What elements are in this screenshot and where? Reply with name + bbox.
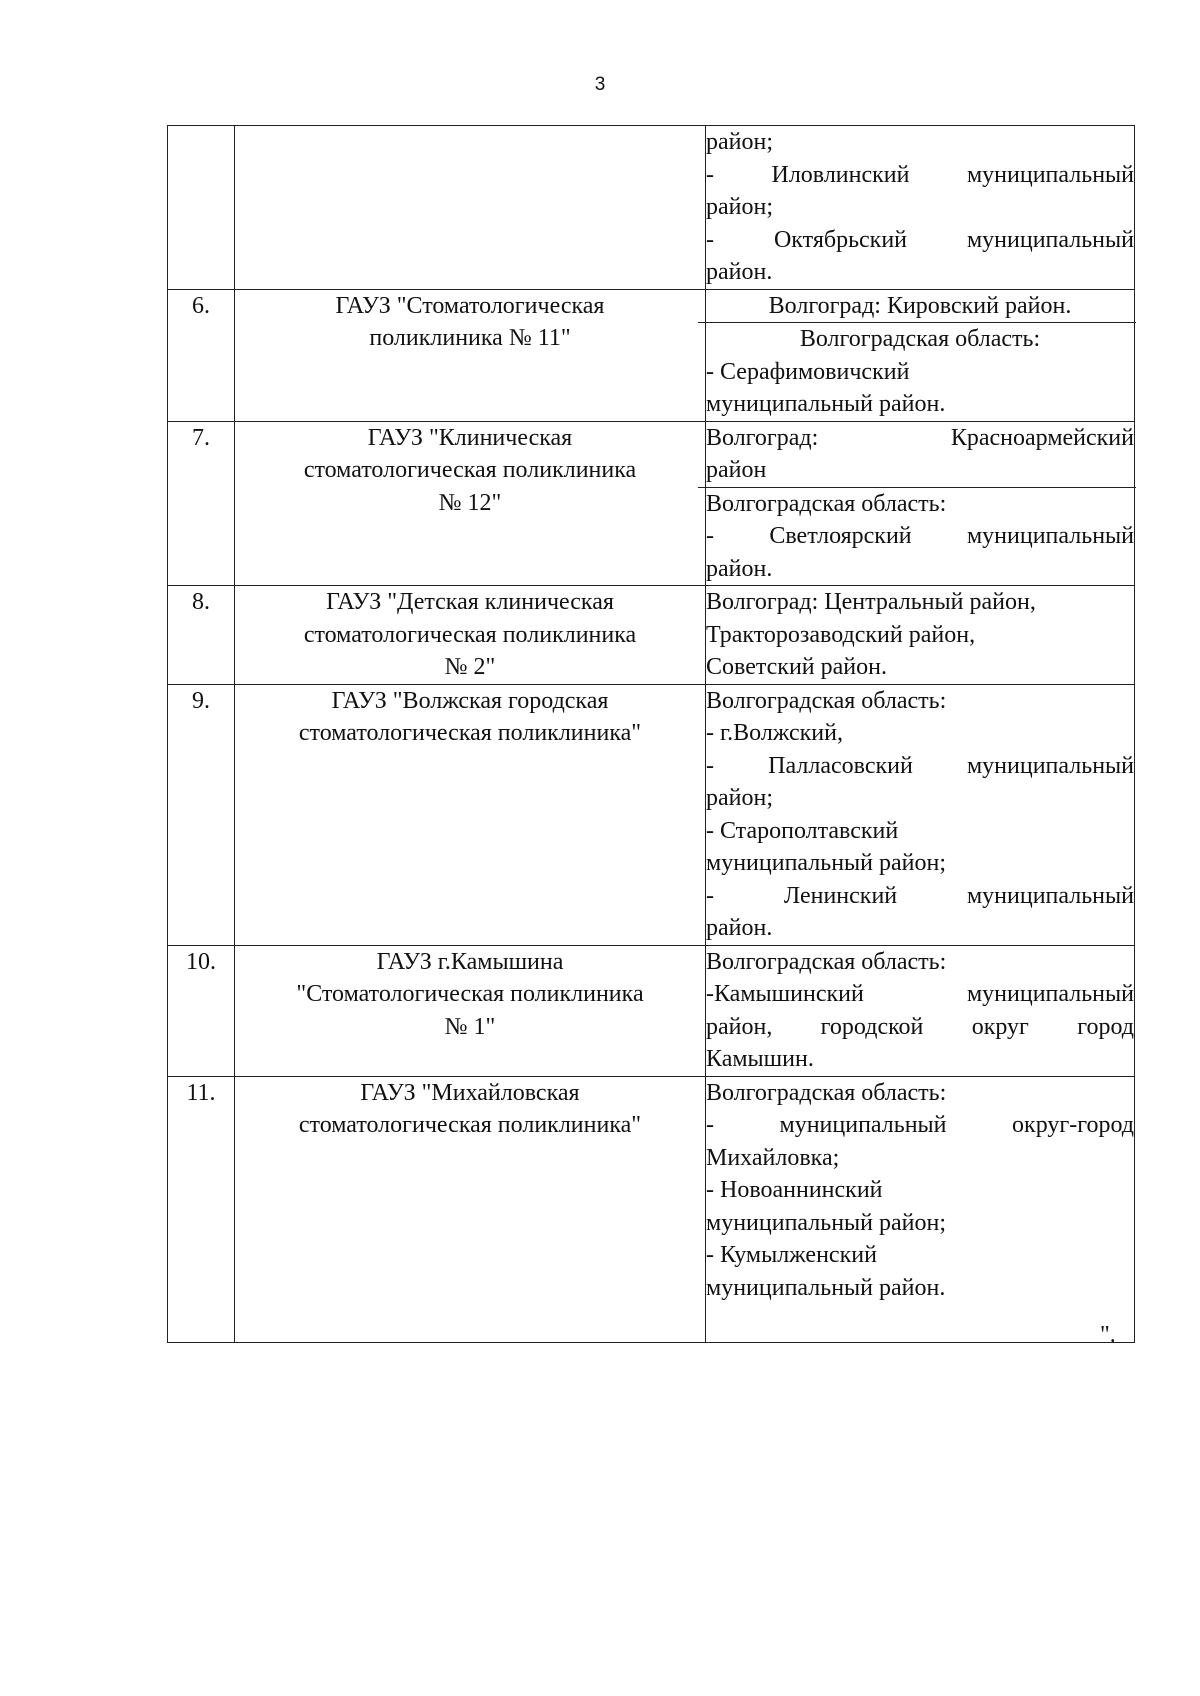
row-number-cell (168, 945, 235, 1076)
table-body (168, 126, 1135, 1343)
territory-line: - г.Волжский, (706, 720, 843, 746)
page-number: 3 (594, 74, 606, 95)
territory-block (698, 322, 1136, 421)
territory-cell (706, 126, 1135, 290)
institution-name-line: ГАУЗ "Детская клиническая (326, 589, 614, 615)
territory-line: - Старополтавский (706, 817, 899, 844)
row-number: 10. (186, 948, 216, 975)
territory-line: район; (706, 194, 774, 220)
territory-block (706, 290, 1134, 323)
row-number: 8. (192, 589, 210, 615)
institution-name-line: стоматологическая поликлиника (303, 457, 637, 483)
territory-line: муниципальный район. (706, 1274, 946, 1301)
territory-line: Волгоградская область: (799, 326, 1041, 352)
institution-name-cell (235, 684, 706, 945)
territory-line: Волгоградская область: (706, 1079, 947, 1106)
institution-name-cell (235, 586, 706, 685)
table-row (168, 126, 1135, 290)
row-number-cell (168, 1076, 235, 1342)
institution-name-cell (235, 1076, 706, 1342)
territory-line: Волгоградская область: (706, 687, 947, 714)
territory-line: муниципальный район; (706, 850, 947, 876)
table-row (168, 945, 1135, 1076)
territory-block (706, 126, 1134, 289)
territory-line: Камышин. (706, 1046, 814, 1072)
table-row (168, 289, 1135, 421)
territory-line: район. (706, 555, 773, 582)
territory-line: Волгоградская область: (706, 490, 947, 517)
territory-line: - Ленинский муниципальный (706, 882, 1134, 909)
row-number-cell (168, 289, 235, 421)
territory-line: - Светлоярский муниципальный (706, 523, 1134, 549)
territory-cell (706, 586, 1135, 685)
territory-line: Михайловка; (706, 1144, 840, 1171)
territory-line: - Иловлинский муниципальный (706, 161, 1134, 188)
territory-line: - Новоаннинский (706, 1177, 883, 1203)
row-number-cell (168, 586, 235, 685)
closing-quote-mark: ". (1100, 1322, 1116, 1348)
territory-line: Волгоград: Красноармейский (706, 424, 1134, 451)
territory-line: муниципальный район; (706, 1209, 947, 1236)
institution-name-line: поликлиника № 11" (369, 325, 571, 351)
territory-block (706, 946, 1134, 1076)
institution-name-cell (235, 945, 706, 1076)
institution-name-line: ГАУЗ г.Камышина (376, 948, 564, 975)
row-number: 6. (192, 292, 210, 319)
territory-cell (706, 289, 1135, 421)
territory-line: район. (706, 259, 773, 285)
institution-name-line: ГАУЗ "Михайловская (360, 1079, 580, 1106)
polyclinic-territory-table (167, 125, 1135, 1343)
territory-line: район; (706, 785, 774, 811)
institution-name-line: ГАУЗ "Клиническая (367, 424, 573, 451)
table-row (168, 684, 1135, 945)
territory-line: район (706, 457, 767, 483)
institution-name-cell (235, 421, 706, 586)
territory-block (706, 586, 1134, 684)
territory-line: Волгоград: Центральный район, (706, 589, 1036, 615)
row-number: 11. (186, 1079, 216, 1106)
institution-name-line: ГАУЗ "Волжская городская (331, 687, 609, 714)
territory-cell (706, 684, 1135, 945)
territory-cell (706, 1076, 1135, 1342)
institution-name-cell (235, 126, 706, 290)
territory-line: - Октябрьский муниципальный (706, 226, 1134, 253)
territory-block (706, 685, 1134, 945)
territory-line: -Камышинский муниципальный (706, 981, 1134, 1007)
territory-cell (706, 945, 1135, 1076)
row-number-cell (168, 421, 235, 586)
institution-name-line: стоматологическая поликлиника (303, 621, 637, 648)
institution-name-line: стоматологическая поликлиника" (298, 1112, 642, 1138)
row-number-cell (168, 684, 235, 945)
table-row (168, 421, 1135, 586)
territory-line: - Палласовский муниципальный (706, 752, 1134, 779)
institution-name-line: стоматологическая поликлиника" (298, 720, 642, 746)
institution-name-line: "Стоматологическая поликлиника (296, 981, 644, 1007)
row-number: 7. (192, 424, 210, 451)
territory-line: - муниципальный округ-город (706, 1112, 1134, 1138)
territory-line: Волгоград: Кировский район. (768, 292, 1072, 319)
row-number-cell (168, 126, 235, 290)
table-row (168, 586, 1135, 685)
institution-name-line: ГАУЗ "Стоматологическая (335, 292, 605, 319)
territory-line: район. (706, 915, 773, 941)
table-row (168, 1076, 1135, 1342)
territory-line: Тракторозаводский район, (706, 621, 976, 648)
institution-name-line: № 12" (438, 489, 502, 516)
territory-line: район; (706, 129, 774, 155)
institution-name-cell (235, 289, 706, 421)
territory-cell (706, 421, 1135, 586)
territory-block (706, 1077, 1134, 1305)
territory-line: Волгоградская область: (706, 948, 947, 975)
territory-line: - Серафимовичский (706, 358, 910, 385)
territory-line: - Кумылженский (706, 1242, 877, 1268)
row-number (168, 126, 234, 159)
territory-block (698, 487, 1136, 586)
row-number: 9. (192, 687, 210, 714)
institution-name-line: № 1" (444, 1013, 496, 1040)
territory-line: Советский район. (706, 654, 887, 680)
institution-name-line: № 2" (444, 654, 496, 680)
territory-block (706, 422, 1134, 487)
territory-line: муниципальный район. (706, 391, 946, 417)
territory-line: район, городской округ город (706, 1013, 1134, 1040)
